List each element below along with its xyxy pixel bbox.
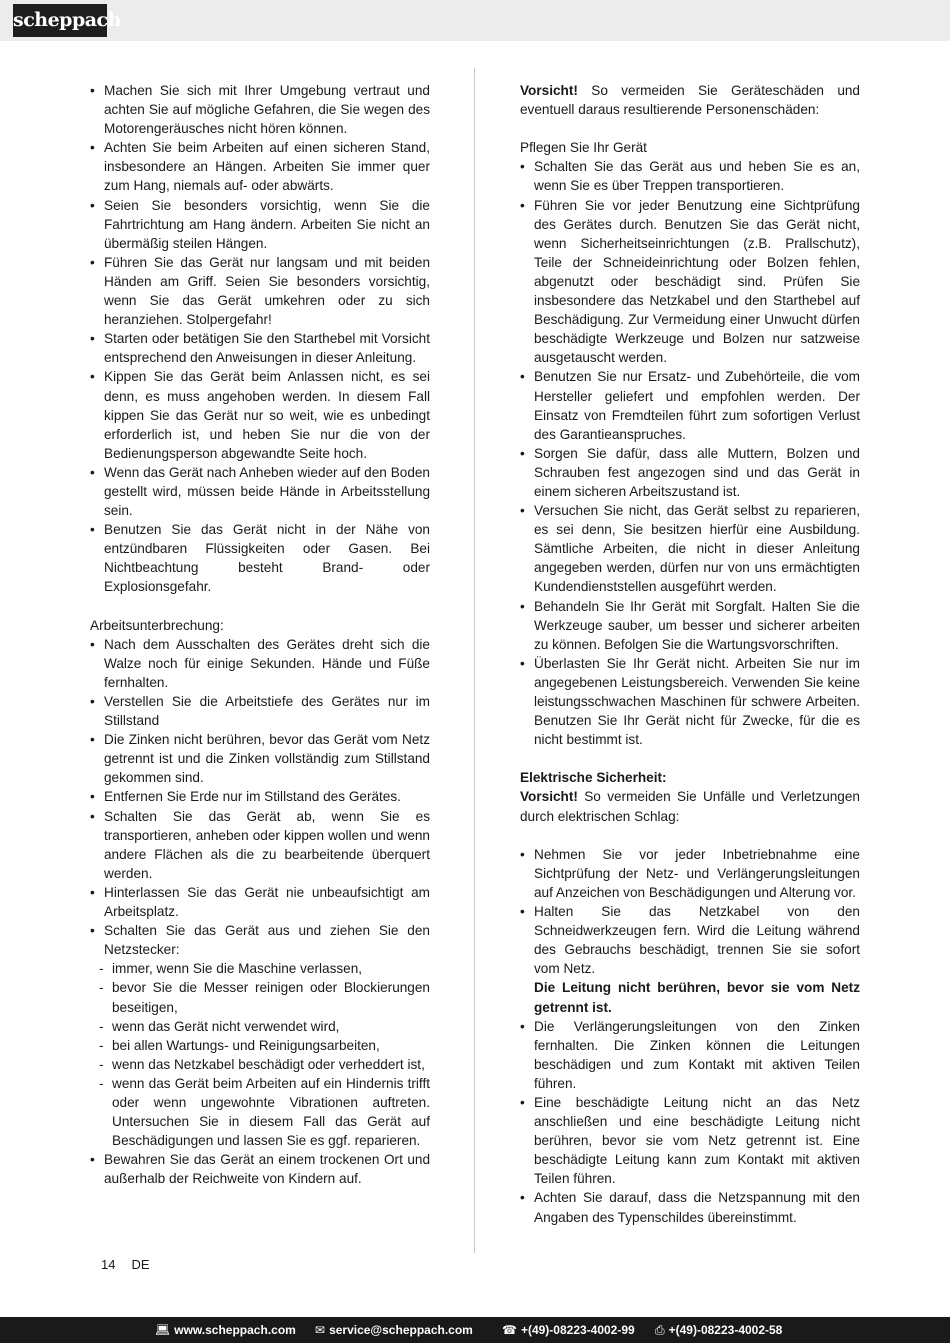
list-item: • Benutzen Sie das Gerät nicht in der Nähe von entzündbaren Flüssigkeiten oder Gasen. Bei Nichtbeachtung besteht Brand- oder Explosionsgefahr. xyxy=(90,520,430,596)
dash-item: - wenn das Gerät beim Arbeiten auf ein Hindernis trifft oder wenn ungewohnte Vibrationen auftreten. Untersuchen Sie in diesem Fall das Gerät auf Beschädigungen und lassen Sie es ggf. reparieren. xyxy=(90,1074,430,1150)
page-number: 14 xyxy=(101,1257,116,1272)
caution2-text: So vermeiden Sie Unfälle und Verletzungen durch elektrischen Schlag: xyxy=(520,789,860,824)
intro-list xyxy=(90,81,430,597)
email-item[interactable] xyxy=(315,1317,473,1343)
mail-icon: ✉︎ xyxy=(315,1323,326,1337)
page-language: DE xyxy=(131,1257,150,1272)
caution-text: So vermeiden Sie Geräteschäden und eventuell daraus resultierende Personenschäden: xyxy=(520,83,860,118)
list-item: • Schalten Sie das Gerät aus und heben Sie es an, wenn Sie es über Treppen transportieren. xyxy=(520,157,860,195)
header-band xyxy=(0,0,950,41)
list-item: • Schalten Sie das Gerät ab, wenn Sie es transportieren, anheben oder kippen wollen und wenn andere Flächen als die zu bearbeitende überquert werden. xyxy=(90,807,430,883)
list-item: • Entfernen Sie Erde nur im Stillstand des Gerätes. xyxy=(90,787,430,806)
list-item: • Kippen Sie das Gerät beim Anlassen nicht, es sei denn, es muss angehoben werden. In diesem Fall kippen Sie das Gerät nur so weit, wie es unbedingt erforderlich ist, und heben Sie nur die von der Bedienungsperson abgewandte Seite hoch. xyxy=(90,367,430,462)
phone-item[interactable] xyxy=(502,1317,635,1343)
list-item: • Schalten Sie das Gerät aus und ziehen Sie den Netzstecker: xyxy=(90,921,430,959)
list-item: • Sorgen Sie dafür, dass alle Muttern, Bolzen und Schrauben fest angezogen sind und das Gerät in einem sicheren Arbeitszustand ist. xyxy=(520,444,860,501)
list-item: • Wenn das Gerät nach Anheben wieder auf den Boden gestellt wird, müssen beide Hände in Arbeitsstellung sein. xyxy=(90,463,430,520)
list-item: • Verstellen Sie die Arbeitstiefe des Gerätes nur im Stillstand xyxy=(90,692,430,730)
list-item: • Achten Sie beim Arbeiten auf einen sicheren Stand, insbesondere an Hängen. Arbeiten Sie immer quer zum Hang, niemals auf- oder abwärts. xyxy=(90,138,430,195)
list-item: • Starten oder betätigen Sie den Starthebel mit Vorsicht entsprechend den Anweisungen in dieser Anleitung. xyxy=(90,329,430,367)
list-item xyxy=(520,902,860,1017)
list-item: • Seien Sie besonders vorsichtig, wenn Sie die Fahrtrichtung am Hang ändern. Arbeiten Sie nicht an übermäßig steilen Hängen. xyxy=(90,196,430,253)
left-column xyxy=(90,81,430,1188)
list-item: • Eine beschädigte Leitung nicht an das Netz anschließen und eine beschädigte Leitung nicht berühren, bevor sie vom Netz getrennt ist. Eine beschädigte Leitung kann zum Kontakt mit aktiven Teilen führen. xyxy=(520,1093,860,1188)
list-item: • Behandeln Sie Ihr Gerät mit Sorgfalt. Halten Sie die Werkzeuge sauber, um besser und sicherer arbeiten zu können. Befolgen Sie die Wartungsvorschriften. xyxy=(520,597,860,654)
computer-icon: 💻︎ xyxy=(155,1323,171,1337)
email-text[interactable]: service@scheppach.com xyxy=(329,1323,473,1337)
caution2-label: Vorsicht! xyxy=(520,789,578,805)
column-divider xyxy=(474,68,475,1253)
dash-item: - immer, wenn Sie die Maschine verlassen, xyxy=(90,959,430,978)
list-item: • Führen Sie vor jeder Benutzung eine Sichtprüfung des Gerätes durch. Benutzen Sie das Gerät nicht, wenn Sicherheitseinrichtungen (z.B. Prallschutz), Teile der Schneideinrichtung oder Bolzen fehlen, abgenutzt oder beschädigt sind. Prüfen Sie insbesondere das Netzkabel und den Starthebel auf Beschädigung. Zur Vermeidung einer Unwucht dürfen beschädigte Werkzeuge und Bolzen nur satzweise ausgetauscht werden. xyxy=(520,196,860,368)
phone-icon: ☎︎ xyxy=(502,1323,517,1337)
dash-item: - bevor Sie die Messer reinigen oder Blockierungen beseitigen, xyxy=(90,978,430,1016)
electrical-heading: Elektrische Sicherheit: xyxy=(520,770,667,786)
list-item: • Versuchen Sie nicht, das Gerät selbst zu reparieren, es sei denn, Sie besitzen hierfür eine Ausbildung. Sämtliche Arbeiten, die nicht in dieser Anleitung angegeben werden, dürfen nur von uns ermächtigten Kundendienststellen ausgeführt werden. xyxy=(520,501,860,596)
list-item: • Überlasten Sie Ihr Gerät nicht. Arbeiten Sie nur im angegebenen Leistungsbereich. Verwenden Sie keine leistungsschwachen Maschinen für schwere Arbeiten. Benutzen Sie Ihr Gerät nicht für Zwecke, für die es nicht bestimmt ist. xyxy=(520,654,860,749)
list-item: • Führen Sie das Gerät nur langsam und mit beiden Händen am Griff. Seien Sie besonders vorsichtig, wenn Sie das Gerät umkehren oder zu sich heranziehen. Stolpergefahr! xyxy=(90,253,430,329)
list-item: • Nehmen Sie vor jeder Inbetriebnahme eine Sichtprüfung der Netz- und Verlängerungsleitungen auf Anzeichen von Beschädigungen und Alterung vor. xyxy=(520,845,860,902)
contact-bar xyxy=(0,1317,950,1343)
phone-text[interactable]: +(49)-08223-4002-99 xyxy=(520,1323,635,1337)
dash-item: - bei allen Wartungs- und Reinigungsarbeiten, xyxy=(90,1036,430,1055)
interruption-list xyxy=(90,635,430,1189)
list-item: • Achten Sie darauf, dass die Netzspannung mit den Angaben des Typenschildes übereinstimmt. xyxy=(520,1188,860,1226)
scheppach-logo: scheppach xyxy=(13,4,107,37)
electrical-list xyxy=(520,845,860,1227)
list-item: • Bewahren Sie das Gerät an einem trockenen Ort und außerhalb der Reichweite von Kindern auf. xyxy=(90,1150,430,1188)
list-item: • Benutzen Sie nur Ersatz- und Zubehörteile, die vom Hersteller geliefert und empfohlen werden. Der Einsatz von Fremdteilen führt zum sofortigen Verlust des Garantieanspruches. xyxy=(520,367,860,443)
list-item: • Die Zinken nicht berühren, bevor das Gerät vom Netz getrennt ist und die Zinken vollständig zum Stillstand gekommen sind. xyxy=(90,730,430,787)
page-number-area xyxy=(101,1257,166,1272)
list-item-text: Halten Sie das Netzkabel von den Schneidwerkzeugen fern. Wird die Leitung während des Gebrauchs beschädigt, trennen Sie sie sofort vom Netz. xyxy=(534,904,860,977)
right-column xyxy=(520,81,860,1227)
care-heading: Pflegen Sie Ihr Gerät xyxy=(520,140,647,156)
caution-paragraph xyxy=(520,81,860,119)
dash-item: - wenn das Gerät nicht verwendet wird, xyxy=(90,1017,430,1036)
interruption-heading: Arbeitsunterbrechung: xyxy=(90,617,224,633)
list-item: • Machen Sie sich mit Ihrer Umgebung vertraut und achten Sie auf mögliche Gefahren, die Sie wegen des Motorengeräusches nicht hören können. xyxy=(90,81,430,138)
dash-item: - wenn das Netzkabel beschädigt oder verheddert ist, xyxy=(90,1055,430,1074)
caution2-paragraph xyxy=(520,787,860,825)
list-item-bold-note: Die Leitung nicht berühren, bevor sie vom Netz getrennt ist. xyxy=(534,980,860,1015)
list-item: • Die Verlängerungsleitungen von den Zinken fernhalten. Die Zinken können die Leitungen beschädigen und zum Kontakt mit aktiven Teilen führen. xyxy=(520,1017,860,1093)
caution-label: Vorsicht! xyxy=(520,83,578,98)
website-text[interactable]: www.scheppach.com xyxy=(174,1323,296,1337)
fax-icon: ⎙ xyxy=(655,1323,665,1337)
care-list xyxy=(520,157,860,749)
fax-text[interactable]: +(49)-08223-4002-58 xyxy=(668,1323,783,1337)
fax-item[interactable] xyxy=(655,1317,782,1343)
list-item: • Nach dem Ausschalten des Gerätes dreht sich die Walze noch für einige Sekunden. Hände und Füße fernhalten. xyxy=(90,635,430,692)
list-item: • Hinterlassen Sie das Gerät nie unbeaufsichtigt am Arbeitsplatz. xyxy=(90,883,430,921)
website-item[interactable] xyxy=(155,1317,296,1343)
